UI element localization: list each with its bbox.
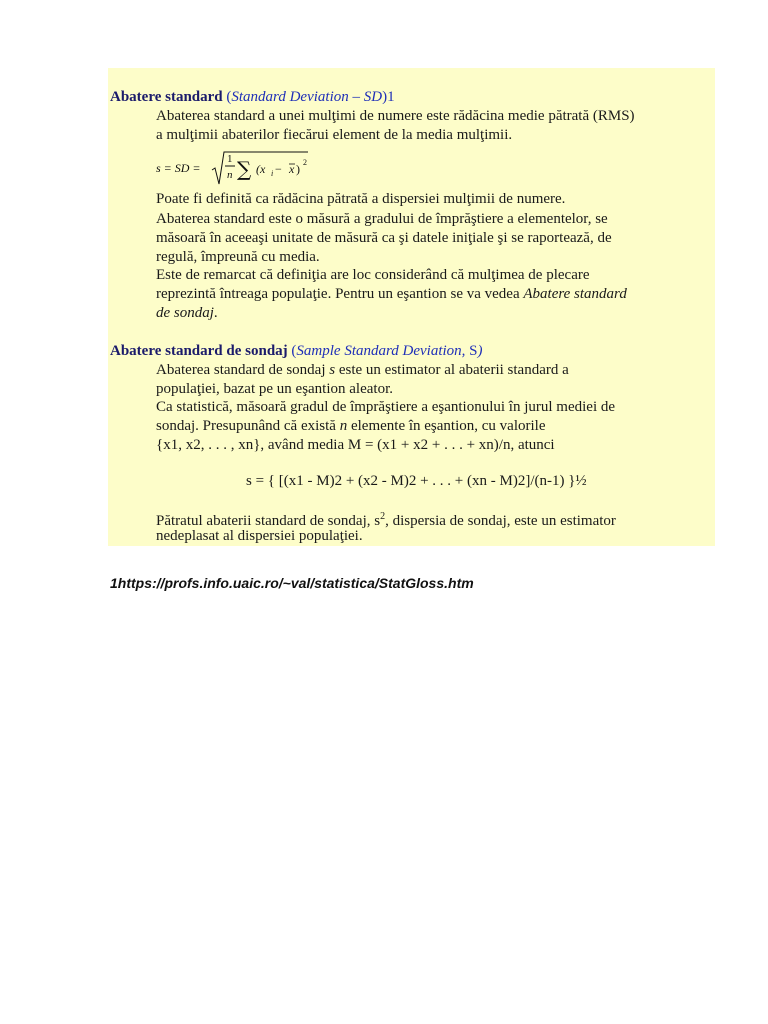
formula-minus: −	[275, 162, 282, 176]
paragraph-line: populaţiei, bazat pe un eşantion aleator.	[156, 381, 393, 397]
paragraph-line: Poate fi definită ca rădăcina pătrată a dispersiei mulţimii de numere.	[156, 191, 566, 207]
standard-deviation-formula	[156, 146, 316, 188]
paragraph-line: Abaterea standard este o măsură a gradului de împrăştiere a elementelor, se	[156, 211, 608, 227]
sum-sign: ∑	[237, 157, 252, 181]
paragraph-line: a mulţimii abaterilor fiecărui element de la media mulţimii.	[156, 127, 513, 143]
values-and-mean-line: {x1, x2, . . . , xn}, având media M = (x1 + x2 + . . . + xn)/n, atunci	[156, 437, 555, 453]
formula-power: 2	[303, 158, 307, 167]
section-heading-standard-deviation: Abatere standard (Standard Deviation – SD)1	[110, 89, 395, 105]
paragraph-line: Ca statistică, măsoară gradul de împrăştiere a eşantionului în jurul mediei de	[156, 399, 616, 415]
paragraph-line: de sondaj.	[156, 305, 218, 321]
paragraph-line: măsoară în aceeaşi unitate de măsură ca şi datele iniţiale şi se raportează, de	[156, 230, 612, 246]
paragraph-line: Abaterea standard a unei mulţimi de numere este rădăcina medie pătrată (RMS)	[156, 108, 635, 124]
paragraph-line: Este de remarcat că definiţia are loc considerând că mulţimea de plecare	[156, 267, 590, 283]
paragraph-line: regulă, împreună cu media.	[156, 249, 320, 265]
formula-denominator: n	[227, 169, 233, 181]
paragraph-line: Abaterea standard de sondaj s este un estimator al abaterii standard a	[156, 362, 569, 378]
sample-sd-formula: s = { [(x1 - M)2 + (x2 - M)2 + . . . + (xn - M)2]/(n-1) }½	[246, 473, 587, 489]
paragraph-line: Pătratul abaterii standard de sondaj, $s^2$, dispersia de sondaj, este un estimator	[156, 511, 616, 529]
cross-reference-link: Abatere standard	[523, 286, 627, 302]
formula-close: )	[296, 162, 300, 176]
formula-xbar: x	[289, 162, 295, 176]
paragraph-line: nedeplasat al dispersiei populaţiei.	[156, 528, 363, 544]
footnote-url[interactable]: 1https://profs.info.uaic.ro/~val/statistica/StatGloss.htm	[110, 575, 474, 591]
formula-numerator: 1	[227, 153, 233, 165]
paragraph-line: reprezintă întreaga populaţie. Pentru un eşantion se va vedea Abatere standard	[156, 286, 627, 302]
formula-term: (x	[256, 162, 266, 176]
section-heading-sample-standard-deviation: Abatere standard de sondaj (Sample Standard Deviation, S)	[110, 343, 483, 359]
formula-lhs: s = SD =	[156, 161, 201, 175]
paragraph-line: sondaj. Presupunând că există n elemente în eşantion, cu valorile	[156, 418, 546, 434]
formula-subscript: i	[271, 169, 274, 178]
